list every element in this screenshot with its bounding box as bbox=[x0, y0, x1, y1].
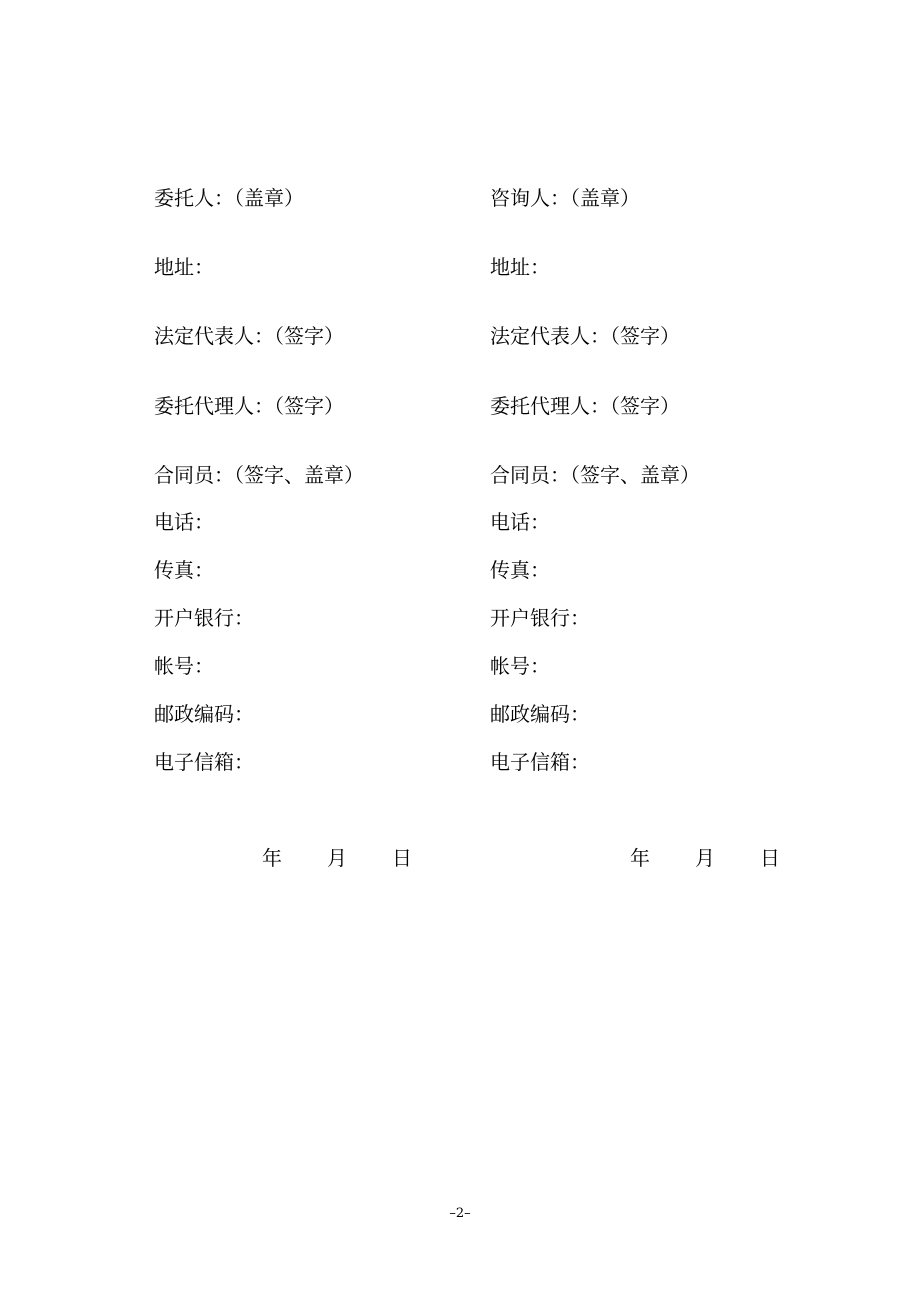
consultant-seal-label: 咨询人：（盖章） bbox=[490, 186, 640, 210]
client-date-month: 月 bbox=[327, 846, 347, 870]
client-seal-label: 委托人：（盖章） bbox=[154, 186, 304, 210]
consultant-contract-officer-label: 合同员：（签字、盖章） bbox=[490, 463, 700, 487]
client-postal-code-label: 邮政编码： bbox=[154, 702, 254, 726]
consultant-date-month: 月 bbox=[695, 846, 715, 870]
client-date-year: 年 bbox=[262, 846, 282, 870]
page-number: –2– bbox=[449, 1206, 471, 1221]
client-account-label: 帐号： bbox=[154, 654, 214, 678]
consultant-legal-rep-label: 法定代表人：（签字） bbox=[490, 324, 680, 348]
client-address-label: 地址： bbox=[154, 255, 214, 279]
consultant-phone-label: 电话： bbox=[490, 510, 550, 534]
client-date-day: 日 bbox=[392, 846, 412, 870]
client-email-label: 电子信箱： bbox=[154, 750, 254, 774]
consultant-agent-label: 委托代理人：（签字） bbox=[490, 394, 680, 418]
client-legal-rep-label: 法定代表人：（签字） bbox=[154, 324, 344, 348]
consultant-bank-label: 开户银行： bbox=[490, 606, 590, 630]
consultant-email-label: 电子信箱： bbox=[490, 750, 590, 774]
client-bank-label: 开户银行： bbox=[154, 606, 254, 630]
consultant-date-day: 日 bbox=[760, 846, 780, 870]
consultant-date-year: 年 bbox=[630, 846, 650, 870]
client-agent-label: 委托代理人：（签字） bbox=[154, 394, 344, 418]
consultant-postal-code-label: 邮政编码： bbox=[490, 702, 590, 726]
client-contract-officer-label: 合同员：（签字、盖章） bbox=[154, 463, 364, 487]
consultant-address-label: 地址： bbox=[490, 255, 550, 279]
client-phone-label: 电话： bbox=[154, 510, 214, 534]
consultant-fax-label: 传真： bbox=[490, 558, 550, 582]
consultant-account-label: 帐号： bbox=[490, 654, 550, 678]
client-fax-label: 传真： bbox=[154, 558, 214, 582]
